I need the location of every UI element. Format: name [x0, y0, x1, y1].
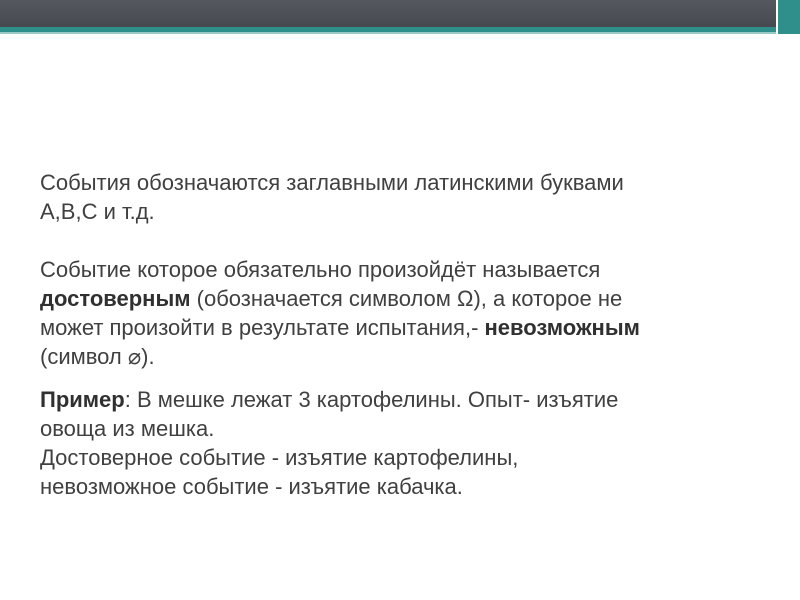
header-bar [0, 0, 776, 27]
text-line: (обозначается символом Ω), а которое не [190, 286, 623, 311]
term-impossible: невозможным [484, 315, 640, 340]
text-line: (символ ⌀). [40, 344, 155, 369]
paragraph-certain-impossible [40, 255, 780, 371]
text-line: А,В,С и т.д. [40, 199, 155, 224]
paragraph-example [40, 385, 780, 501]
text-line: невозможное событие - изъятие кабачка. [40, 474, 463, 499]
paragraph-events-notation [40, 168, 780, 226]
text-line: Достоверное событие - изъятие картофелины, [40, 445, 519, 470]
corner-accent [778, 0, 800, 34]
text-line: овоща из мешка. [40, 416, 215, 441]
text-line: может произойти в результате испытания,- [40, 315, 485, 340]
text-line: Событие которое обязательно произойдёт называется [40, 257, 601, 282]
example-label: Пример [40, 387, 125, 412]
term-certain: достоверным [40, 286, 191, 311]
text-line: : В мешке лежат 3 картофелины. Опыт- изъятие [124, 387, 619, 412]
text-line: События обозначаются заглавными латинскими буквами [40, 170, 624, 195]
header-accent-strip-light [0, 32, 776, 34]
slide-body [40, 168, 780, 501]
